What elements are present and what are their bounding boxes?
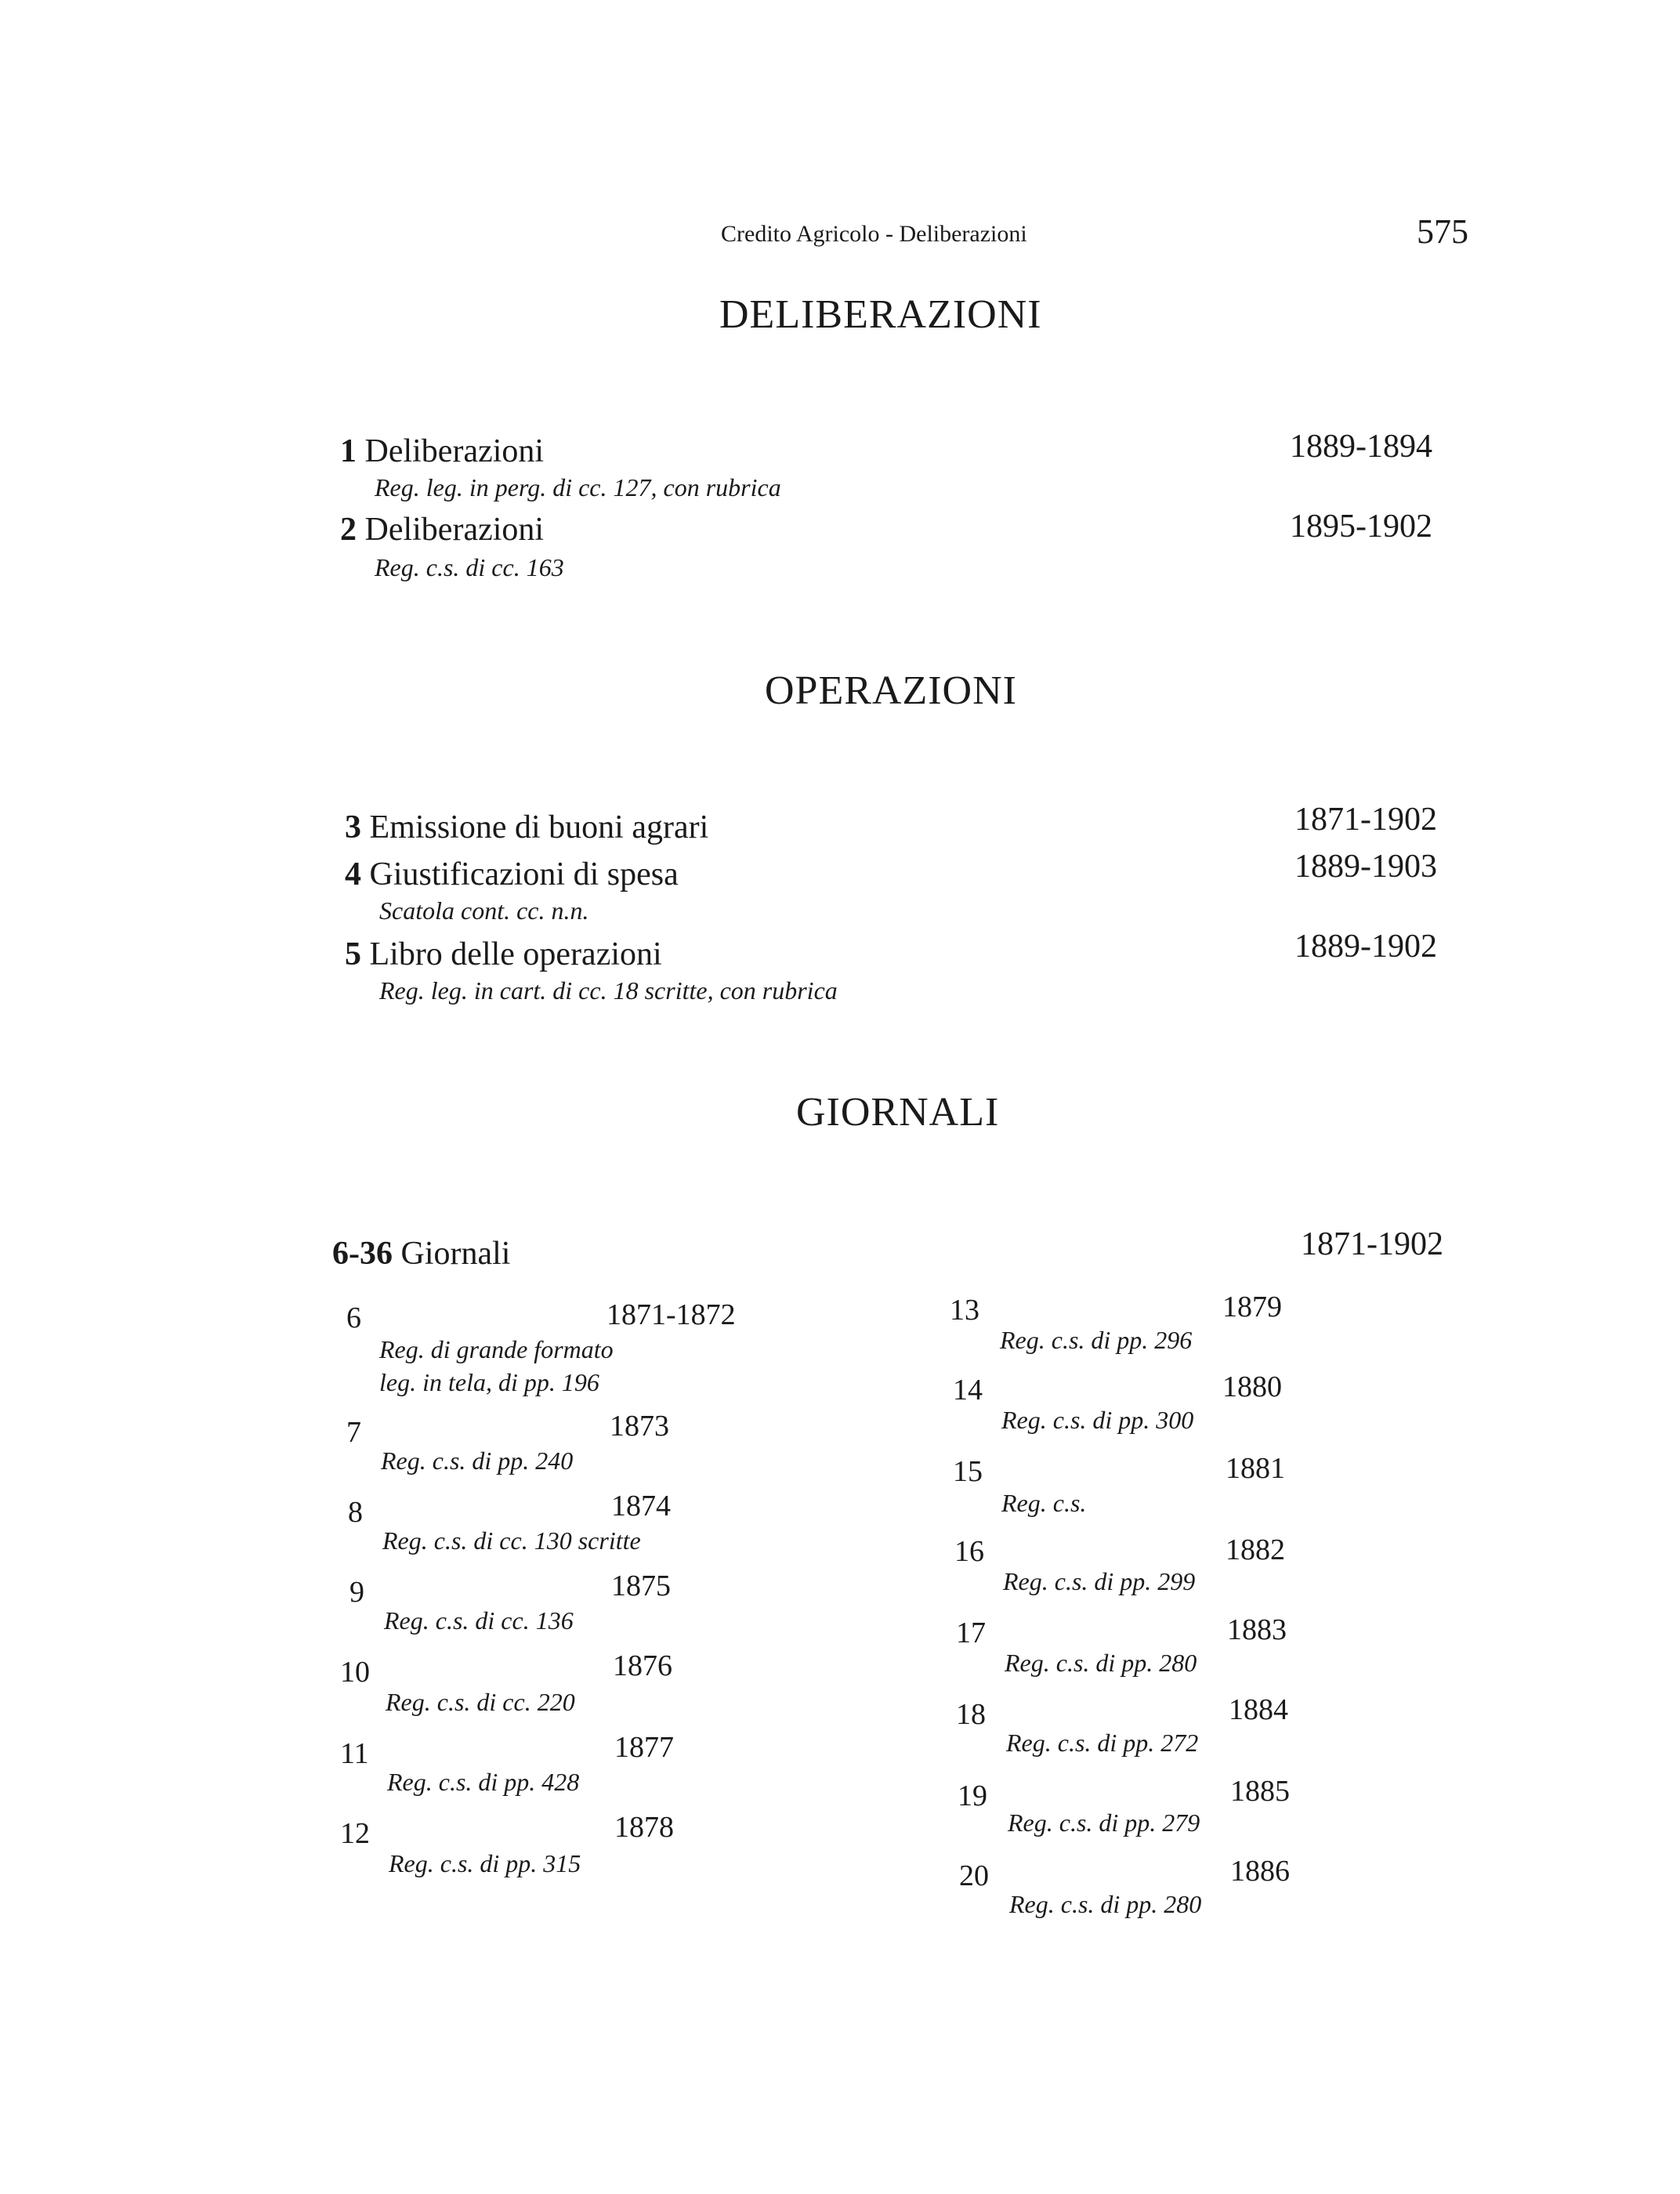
section-title-operazioni: OPERAZIONI bbox=[765, 668, 1017, 713]
item-number: 8 bbox=[348, 1496, 363, 1529]
item-number: 15 bbox=[953, 1455, 983, 1488]
item-description: Reg. c.s. di cc. 136 bbox=[384, 1606, 574, 1635]
item-year: 1877 bbox=[614, 1731, 674, 1764]
item-number: 19 bbox=[958, 1779, 987, 1812]
entry-number: 5 bbox=[345, 936, 361, 972]
entry-5-description: Reg. leg. in cart. di cc. 18 scritte, con rubrica bbox=[379, 976, 838, 1005]
group-6-36-dates: 1871-1902 bbox=[1301, 1226, 1443, 1262]
running-title: Credito Agricolo - Deliberazioni bbox=[721, 221, 1027, 247]
item-year: 1882 bbox=[1226, 1533, 1285, 1566]
entry-2-dates: 1895-1902 bbox=[1290, 509, 1432, 545]
item-number: 6 bbox=[346, 1302, 361, 1334]
item-year: 1874 bbox=[611, 1490, 671, 1522]
entry-4-dates: 1889-1903 bbox=[1294, 849, 1437, 885]
item-year: 1879 bbox=[1222, 1291, 1282, 1323]
item-description: leg. in tela, di pp. 196 bbox=[379, 1368, 599, 1396]
item-number: 11 bbox=[340, 1737, 369, 1770]
item-number: 14 bbox=[953, 1374, 983, 1407]
entry-3-title bbox=[345, 809, 708, 846]
entry-2-description: Reg. c.s. di cc. 163 bbox=[375, 553, 564, 581]
item-description: Reg. c.s. di cc. 220 bbox=[386, 1688, 575, 1716]
entry-name: Giustificazioni di spesa bbox=[369, 856, 679, 892]
section-title-deliberazioni: DELIBERAZIONI bbox=[719, 292, 1042, 337]
item-year: 1884 bbox=[1229, 1693, 1288, 1726]
item-description: Reg. c.s. di pp. 280 bbox=[1009, 1890, 1202, 1918]
item-year: 1880 bbox=[1222, 1370, 1282, 1403]
item-description: Reg. di grande formato bbox=[379, 1335, 614, 1363]
group-6-36-title bbox=[332, 1235, 510, 1273]
item-number: 20 bbox=[959, 1859, 989, 1892]
entry-name: Deliberazioni bbox=[364, 433, 545, 469]
item-year: 1878 bbox=[614, 1811, 674, 1844]
item-description: Reg. c.s. di pp. 428 bbox=[387, 1768, 580, 1796]
entry-3-dates: 1871-1902 bbox=[1294, 802, 1437, 838]
item-description: Reg. c.s. di pp. 280 bbox=[1005, 1649, 1197, 1677]
item-year: 1873 bbox=[610, 1410, 669, 1443]
entry-name: Emissione di buoni agrari bbox=[369, 809, 709, 845]
entry-5-title bbox=[345, 936, 662, 973]
entry-number: 1 bbox=[340, 433, 357, 469]
entry-1-dates: 1889-1894 bbox=[1290, 429, 1432, 465]
item-number: 10 bbox=[340, 1656, 370, 1689]
item-number: 16 bbox=[954, 1535, 984, 1568]
entry-name: Deliberazioni bbox=[364, 512, 545, 548]
entry-1-description: Reg. leg. in perg. di cc. 127, con rubrica bbox=[375, 473, 781, 501]
item-number: 12 bbox=[340, 1817, 370, 1850]
entry-4-title bbox=[345, 856, 679, 893]
section-title-giornali: GIORNALI bbox=[796, 1090, 1000, 1135]
item-year: 1886 bbox=[1230, 1855, 1290, 1888]
item-number: 7 bbox=[346, 1416, 361, 1449]
item-description: Reg. c.s. di pp. 240 bbox=[381, 1446, 574, 1475]
item-number: 9 bbox=[349, 1576, 364, 1609]
entry-4-description: Scatola cont. cc. n.n. bbox=[379, 896, 589, 925]
item-description: Reg. c.s. di cc. 130 scritte bbox=[382, 1526, 641, 1555]
item-description: Reg. c.s. di pp. 299 bbox=[1003, 1567, 1196, 1595]
entry-name: Libro delle operazioni bbox=[369, 936, 662, 972]
entry-number: 4 bbox=[345, 856, 361, 892]
item-year: 1883 bbox=[1227, 1613, 1287, 1646]
item-year: 1875 bbox=[611, 1569, 671, 1602]
item-year: 1871-1872 bbox=[606, 1298, 736, 1331]
group-number: 6-36 bbox=[332, 1236, 393, 1272]
entry-5-dates: 1889-1902 bbox=[1294, 929, 1437, 965]
item-description: Reg. c.s. di pp. 296 bbox=[1000, 1326, 1193, 1354]
item-description: Reg. c.s. di pp. 315 bbox=[389, 1849, 581, 1877]
item-description: Reg. c.s. di pp. 300 bbox=[1001, 1406, 1194, 1434]
item-year: 1881 bbox=[1226, 1452, 1285, 1485]
entry-number: 2 bbox=[340, 512, 357, 548]
item-year: 1885 bbox=[1230, 1775, 1290, 1808]
item-description: Reg. c.s. di pp. 272 bbox=[1006, 1729, 1199, 1757]
page-number: 575 bbox=[1417, 212, 1468, 251]
group-name: Giornali bbox=[400, 1236, 511, 1272]
item-number: 13 bbox=[950, 1294, 979, 1327]
item-number: 18 bbox=[956, 1698, 986, 1731]
entry-1-title bbox=[340, 433, 544, 470]
item-year: 1876 bbox=[613, 1649, 672, 1682]
item-description: Reg. c.s. bbox=[1001, 1489, 1087, 1517]
item-description: Reg. c.s. di pp. 279 bbox=[1008, 1808, 1200, 1837]
entry-number: 3 bbox=[345, 809, 361, 845]
entry-2-title bbox=[340, 511, 544, 548]
item-number: 17 bbox=[956, 1617, 986, 1649]
